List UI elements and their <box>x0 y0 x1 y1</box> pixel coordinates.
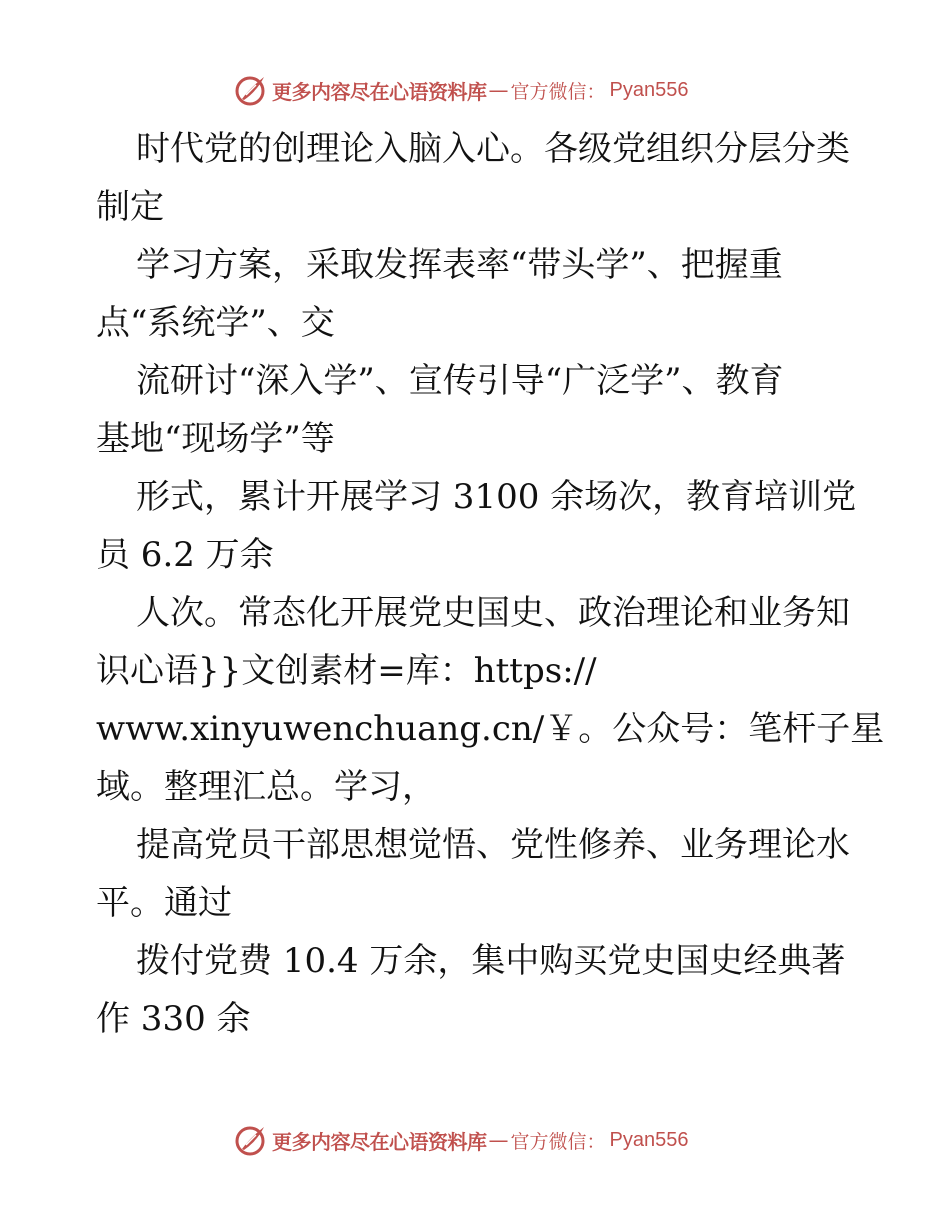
header-wechat-id: Pyan556 <box>609 78 689 101</box>
body-line: 作 330 余 <box>96 999 251 1039</box>
document-body <box>96 120 885 1048</box>
header-separator: — <box>488 78 509 102</box>
body-line: 员 6.2 万余 <box>96 535 274 575</box>
body-line: 时代党的创理论入脑入心。各级党组织分层分类 <box>136 129 850 169</box>
quill-logo-icon <box>234 1123 268 1157</box>
body-line: 提高党员干部思想觉悟、党性修养、业务理论水 <box>136 825 850 865</box>
quill-logo-icon <box>234 73 268 107</box>
body-line: 人次。常态化开展党史国史、政治理论和业务知 <box>136 593 850 633</box>
body-line: 学习方案，采取发挥表率“带头学”、把握重 <box>136 245 783 285</box>
body-line: 域。整理汇总。学习， <box>96 767 436 807</box>
header-brand-text: 更多内容尽在心语资料库 <box>272 79 487 104</box>
footer-banner <box>234 1122 714 1158</box>
header-wechat-label: 官方微信： <box>510 80 606 103</box>
footer-wechat-label: 官方微信： <box>510 1130 606 1153</box>
footer-brand-text: 更多内容尽在心语资料库 <box>272 1129 487 1154</box>
body-line: 平。通过 <box>96 883 232 923</box>
body-line: 识心语}}文创素材=库：https:// <box>96 651 597 691</box>
body-line: www.xinyuwenchuang.cn/￥。公众号：笔杆子星 <box>96 709 885 749</box>
footer-wechat-id: Pyan556 <box>609 1128 689 1151</box>
footer-separator: — <box>488 1128 509 1152</box>
body-line: 点“系统学”、交 <box>96 303 335 343</box>
body-line: 基地“现场学”等 <box>96 419 335 459</box>
body-line: 拨付党费 10.4 万余，集中购买党史国史经典著 <box>136 941 846 981</box>
body-line: 形式，累计开展学习 3100 余场次，教育培训党 <box>136 477 857 517</box>
header-banner <box>234 72 714 108</box>
body-line: 流研讨“深入学”、宣传引导“广泛学”、教育 <box>136 361 784 401</box>
body-line: 制定 <box>96 187 164 227</box>
